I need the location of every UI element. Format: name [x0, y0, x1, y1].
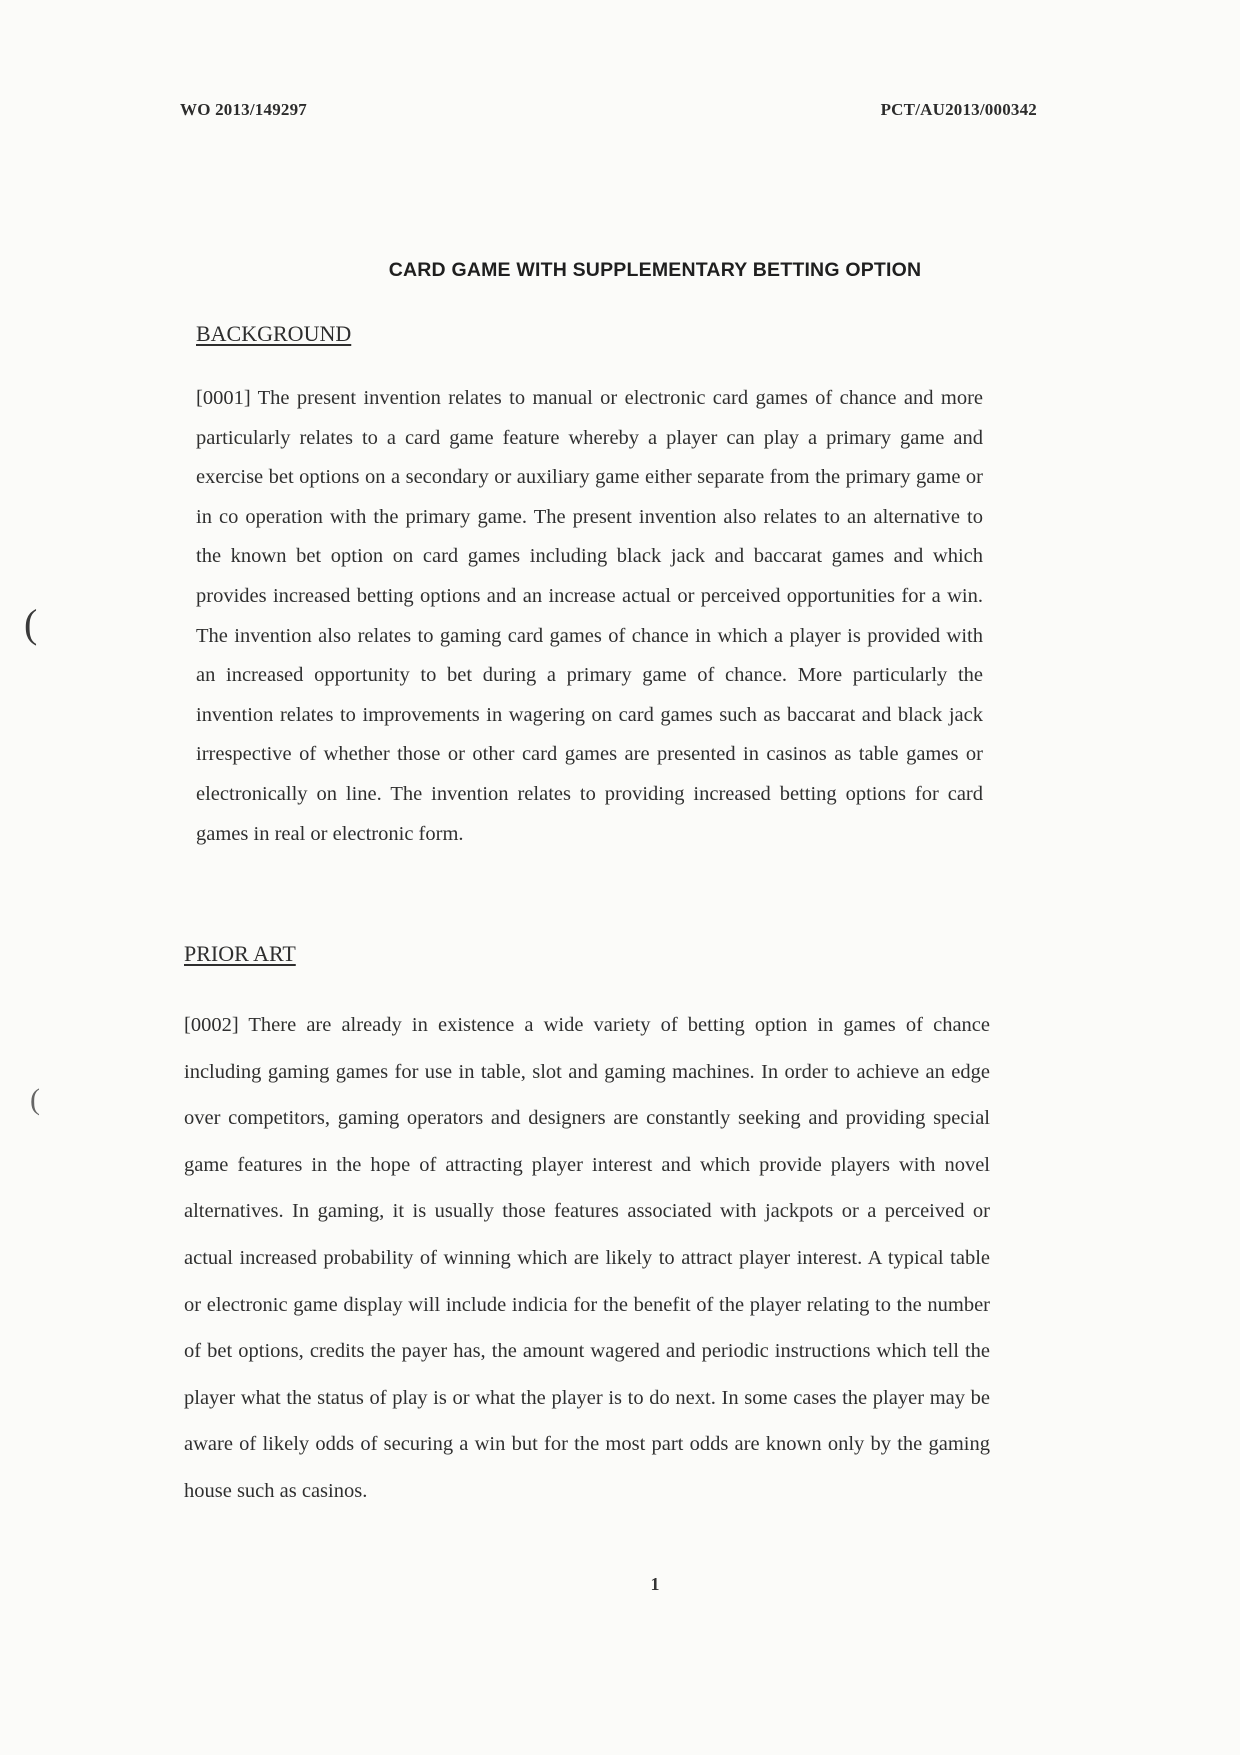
margin-bracket-mark: (: [24, 601, 38, 646]
application-number: PCT/AU2013/000342: [880, 100, 1037, 119]
section-heading-prior-art: PRIOR ART: [184, 941, 296, 966]
paragraph-0002: [0002] There are already in existence a wide variety of betting option in games of chance including gaming games for use in table, slot and gaming machines. In order to achieve an edge over competitors, gaming operators and designers are constantly seeking and providing special game features in the hope of attracting player interest and which provide players with novel alternatives. In gaming, it is usually those features associated with jackpots or a perceived or actual increased probability of winning which are likely to attract player interest. A typical table or electronic game display will include indicia for the benefit of the player relating to the number of bet options, credits the payer has, the amount wagered and periodic instructions which tell the player what the status of play is or what the player is to do next. In some cases the player may be aware of likely odds of securing a win but for the most part odds are known only by the gaming house such as casinos.: [184, 1014, 990, 1502]
document-title: CARD GAME WITH SUPPLEMENTARY BETTING OPTION: [388, 259, 922, 281]
section-heading-background: BACKGROUND: [196, 321, 352, 346]
publication-number: WO 2013/149297: [180, 100, 307, 119]
margin-bracket-mark: (: [30, 1083, 40, 1116]
paragraph-0001: [0001] The present invention relates to manual or electronic card games of chance and more particularly relates to a card game feature whereby a player can play a primary game and exercise bet options on a secondary or auxiliary game either separate from the primary game or in co operation with the primary game. The present invention also relates to an alternative to the known bet option on card games including black jack and baccarat games and which provides increased betting options and an increase actual or perceived opportunities for a win. The invention also relates to gaming card games of chance in which a player is provided with an increased opportunity to bet during a primary game of chance. More particularly the invention relates to improvements in wagering on card games such as baccarat and black jack irrespective of whether those or other card games are presented in casinos as table games or electronically on line. The invention relates to providing increased betting options for card games in real or electronic form.: [196, 387, 983, 845]
page-number: 1: [650, 1574, 660, 1594]
